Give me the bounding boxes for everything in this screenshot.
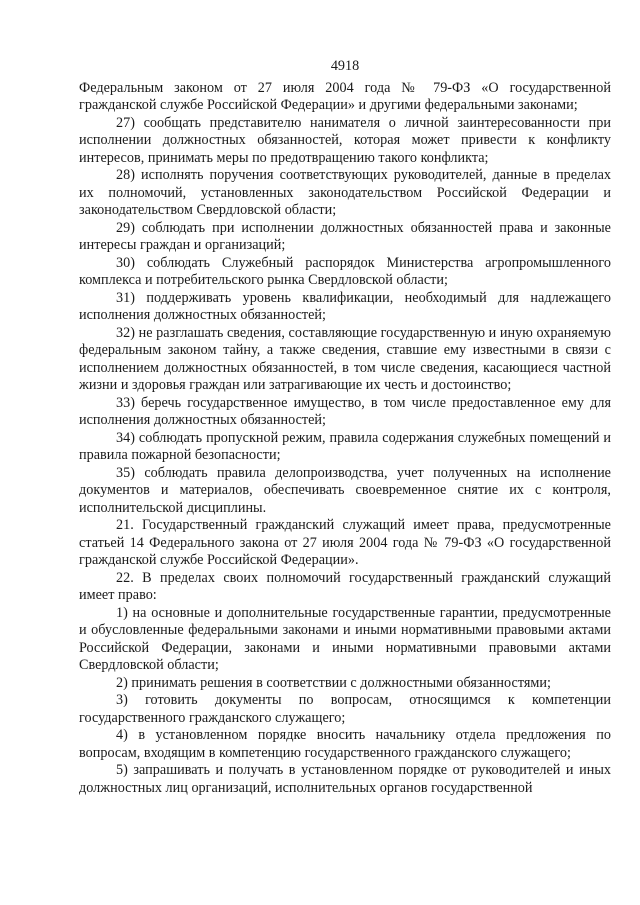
paragraph-item-27: 27) сообщать представителю нанимателя о личной заинтересованности при исполнении должностных обязанностей, которая может привести к конфликту интересов, принимать меры по предотвращению такого конфликта; [79,114,611,166]
page-number: 4918 [330,58,360,74]
paragraph-item-28: 28) исполнять поручения соответствующих руководителей, данные в пределах их полномочий, установленных законодательством Российской Федерации и законодательством Свердловской области; [79,167,611,218]
paragraph-section-21: 21. Государственный гражданский служащий имеет права, предусмотренные статьей 14 Федерального закона от 27 июля 2004 года № 79-ФЗ «О государственной гражданской службе Российской Федерации». [79,517,611,568]
paragraph-section-22: 22. В пределах своих полномочий государственный гражданский служащий имеет право: [79,569,611,603]
paragraph-right-3: 3) готовить документы по вопросам, относящимся к компетенции государственного гражданского служащего; [79,692,611,726]
paragraph-right-5: 5) запрашивать и получать в установленном порядке от руководителей и иных должностных лиц организаций, исполнительных органов государственной [79,762,611,796]
paragraph-item-32: 32) не разглашать сведения, составляющие государственную и иную охраняемую федеральным законом тайну, а также сведения, ставшие ему известными в связи с исполнением должностных обязанностей, в том числе сведения, касающиеся частной жизни и здоровья граждан или затрагивающие их честь и достоинство; [79,324,611,393]
paragraph-right-4: 4) в установленном порядке вносить начальнику отдела предложения по вопросам, входящим в компетенцию государственного гражданского служащего; [79,727,611,761]
paragraph-item-29: 29) соблюдать при исполнении должностных обязанностей права и законные интересы граждан и организаций; [79,219,611,253]
document-page [79,58,611,797]
paragraph-item-30: 30) соблюдать Служебный распорядок Министерства агропромышленного комплекса и потребительского рынка Свердловской области; [79,254,611,288]
paragraph-item-34: 34) соблюдать пропускной режим, правила содержания служебных помещений и правила пожарной безопасности; [79,429,611,463]
paragraph-right-1: 1) на основные и дополнительные государственные гарантии, предусмотренные и обусловленные федеральными законами и иными нормативными правовыми актами Российской Федерации, законами и иными нормативными правовыми актами Свердловской области; [79,604,611,673]
paragraph-item-33: 33) беречь государственное имущество, в том числе предоставленное ему для исполнения должностных обязанностей; [79,394,611,428]
paragraph-continuation: Федеральным законом от 27 июля 2004 года № 79-ФЗ «О государственной гражданской службе Российской Федерации» и другими федеральными законами; [79,79,611,113]
paragraph-item-31: 31) поддерживать уровень квалификации, необходимый для надлежащего исполнения должностных обязанностей; [79,289,611,323]
paragraph-item-35: 35) соблюдать правила делопроизводства, учет полученных на исполнение документов и материалов, обеспечивать своевременное снятие их с контроля, исполнительской дисциплины. [79,464,611,516]
paragraph-right-2: 2) принимать решения в соответствии с должностными обязанностями; [116,674,551,691]
